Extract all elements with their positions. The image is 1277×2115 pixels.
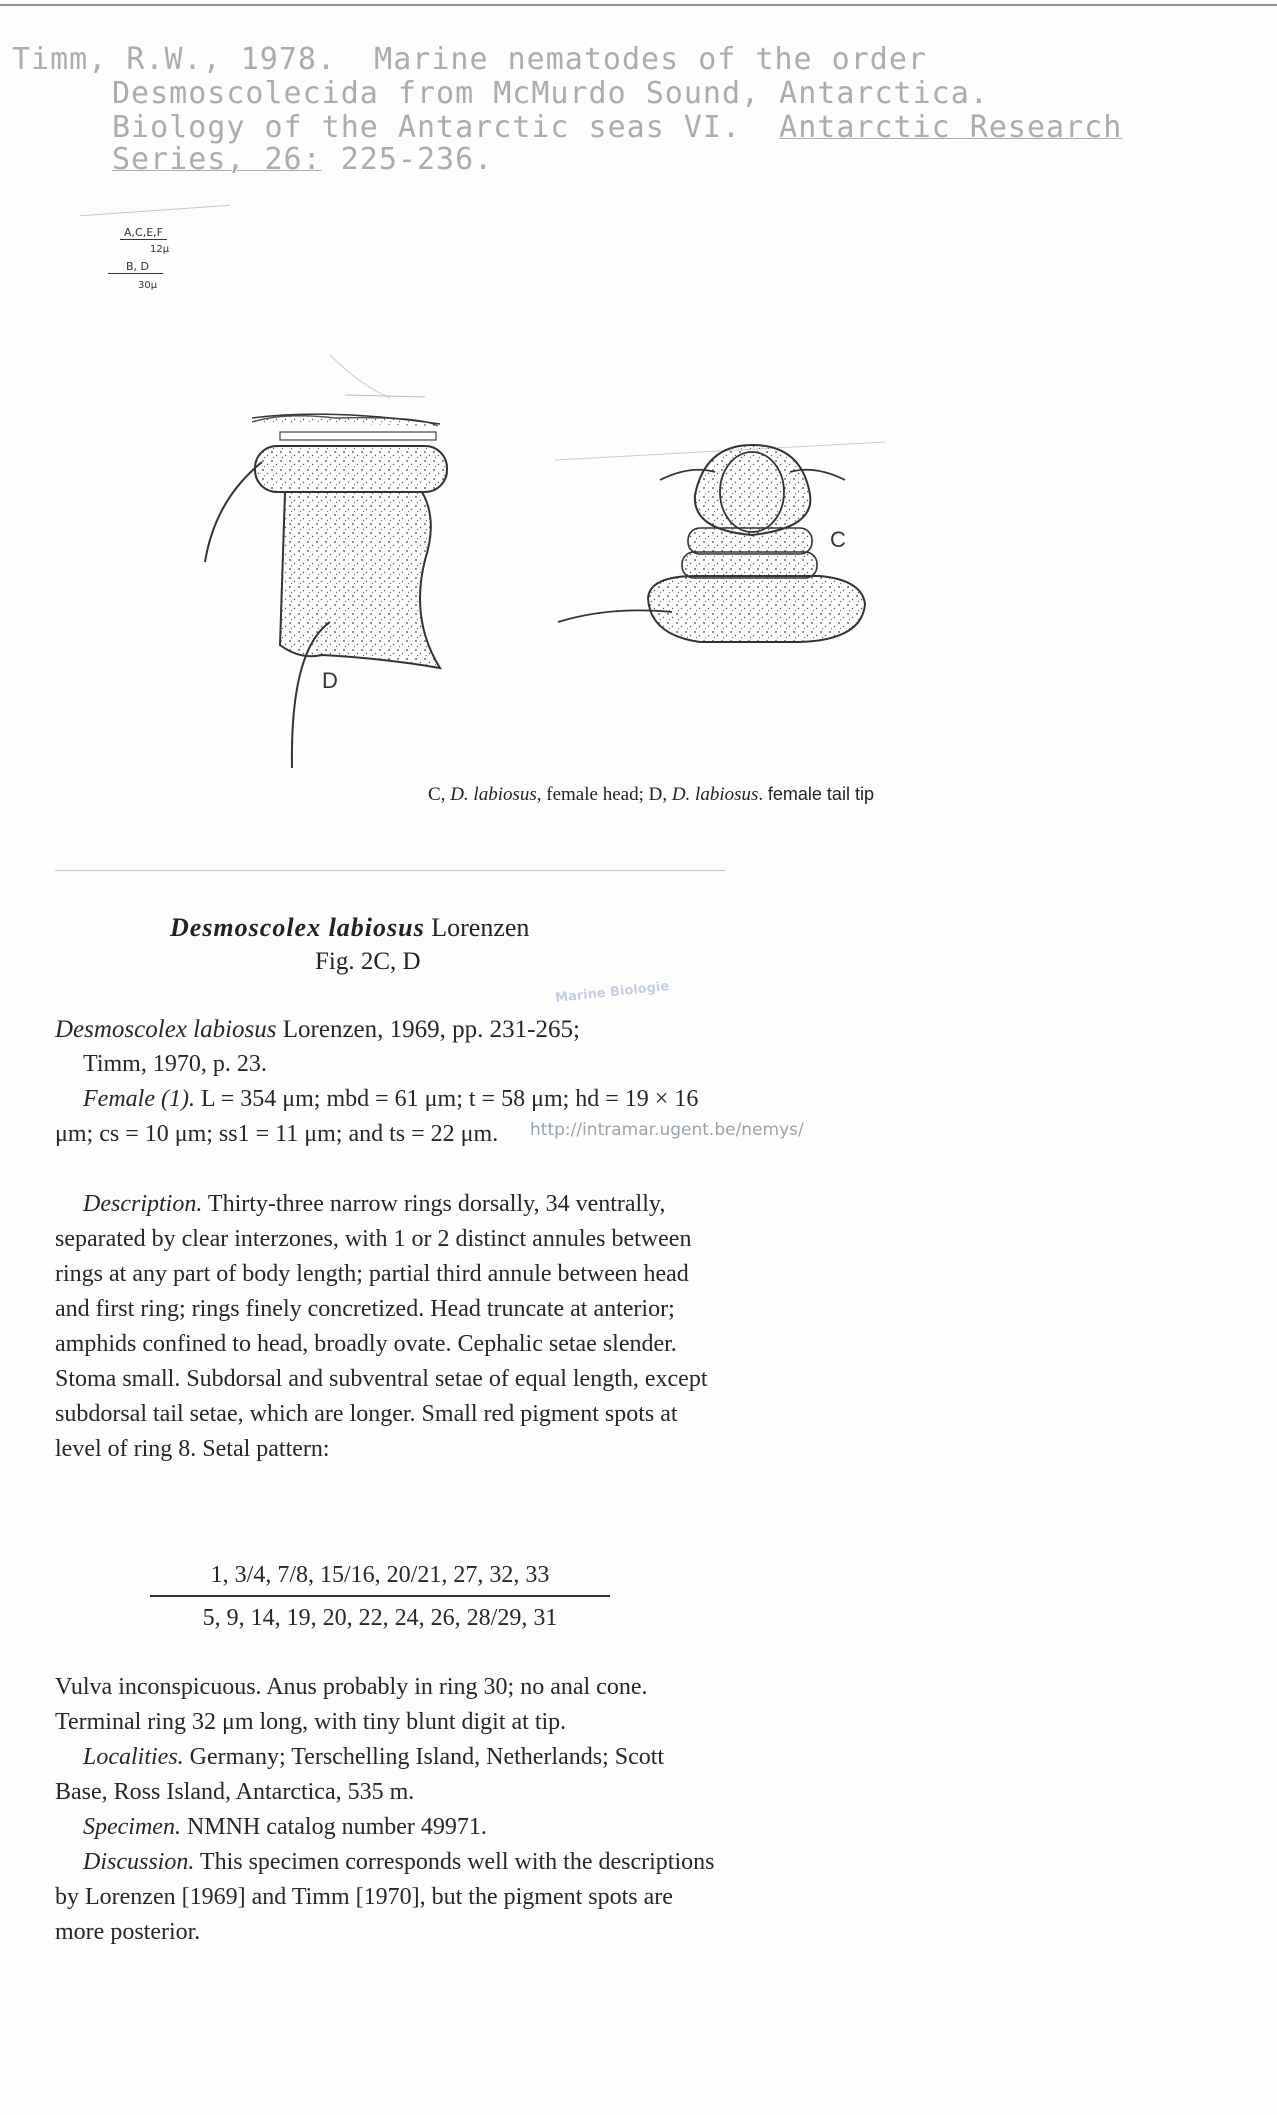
figure-d-tail-tip [205, 414, 447, 768]
species-author: Lorenzen [431, 913, 530, 942]
section-divider [55, 870, 725, 871]
vulva-text: Vulva inconspicuous. Anus probably in ring 30; no anal cone. Terminal ring 32 μm long, with tiny blunt digit at tip. [55, 1674, 648, 1735]
synonym-name: Desmoscolex labiosus [55, 1016, 277, 1043]
figure-reference: Fig. 2C, D [315, 948, 421, 975]
reference-journal: Biology of the Antarctic seas VI. [112, 110, 742, 145]
watermark-url: http://intramar.ugent.be/nemys/ [530, 1120, 804, 1140]
female-measurements: L = 354 μm; mbd = 61 μm; t = 58 μm; hd = 19 × 16 μm; cs = 10 μm; ss1 = 11 μm; and ts = 22 μm. [55, 1086, 699, 1147]
setal-pattern-dorsal: 1, 3/4, 7/8, 15/16, 20/21, 27, 32, 33 [150, 1562, 610, 1597]
reference-line-2: Desmoscolecida from McMurdo Sound, Antarctica. [112, 76, 989, 111]
reference-pages: 225-236. [340, 142, 494, 177]
synonym-citation-2: Timm, 1970, p. 23. [83, 1051, 267, 1077]
scale-bar-value-1: 12μ [150, 244, 170, 255]
localities-label: Localities. [83, 1744, 184, 1770]
discussion-label: Discussion. [83, 1849, 195, 1875]
figure-label-c: C [830, 527, 846, 552]
description [55, 1187, 715, 1467]
discussion-text: This specimen corresponds well with the descriptions by Lorenzen [1969] and Timm [1970], but the pigment spots are more posterior. [55, 1849, 715, 1945]
watermark-text: Marine Biologie [554, 979, 670, 1006]
figure-d-seta [205, 462, 262, 562]
measurements [55, 1082, 715, 1152]
synonymy [55, 1012, 715, 1082]
species-heading [170, 913, 529, 943]
specimen-text: NMNH catalog number 49971. [186, 1814, 487, 1840]
localities-text: Germany; Terschelling Island, Netherlands; Scott Base, Ross Island, Antarctica, 535 m. [55, 1744, 665, 1805]
female-label: Female (1). [83, 1086, 195, 1112]
description-text: Thirty-three narrow rings dorsally, 34 ventrally, separated by clear interzones, with 1 or 2 distinct annules between rings at any part of body length; partial third annule between head and first ring; rings finely concretized. Head truncate at anterior; amphids confined to head, broadly ovate. Cephalic setae slender. Stoma small. Subdorsal and subventral setae of equal length, except subdorsal tail setae, which are longer. Small red pigment spots at level of ring 8. Setal pattern: [55, 1191, 708, 1462]
figure-c-female-head [558, 445, 865, 642]
reference-line-1: Timm, R.W., 1978. Marine nematodes of the order [12, 42, 927, 77]
scale-bar-label-1: A,C,E,F [120, 226, 167, 240]
figure-caption: C, D. labiosus, female head; D, D. labiosus. female tail tip [428, 784, 874, 805]
description-label: Description. [83, 1191, 203, 1217]
remarks [55, 1670, 715, 1950]
reference-series: Antarctic Research [779, 110, 1123, 145]
figure-illustration [0, 0, 1277, 780]
species-name: Desmoscolex labiosus [170, 913, 425, 942]
specimen-label: Specimen. [83, 1814, 181, 1840]
reference-volume: Series, 26: [112, 142, 322, 177]
synonym-citation: Lorenzen, 1969, pp. 231-265; [282, 1016, 580, 1043]
setal-pattern-ventral: 5, 9, 14, 19, 20, 22, 24, 26, 28/29, 31 [202, 1605, 558, 1631]
scale-bar-value-2: 30μ [138, 280, 158, 291]
figure-label-d: D [322, 668, 338, 693]
scan-artifact-line [330, 355, 390, 398]
scale-bar-label-2: B, D [108, 260, 163, 274]
setal-pattern-formula [150, 1562, 610, 1632]
